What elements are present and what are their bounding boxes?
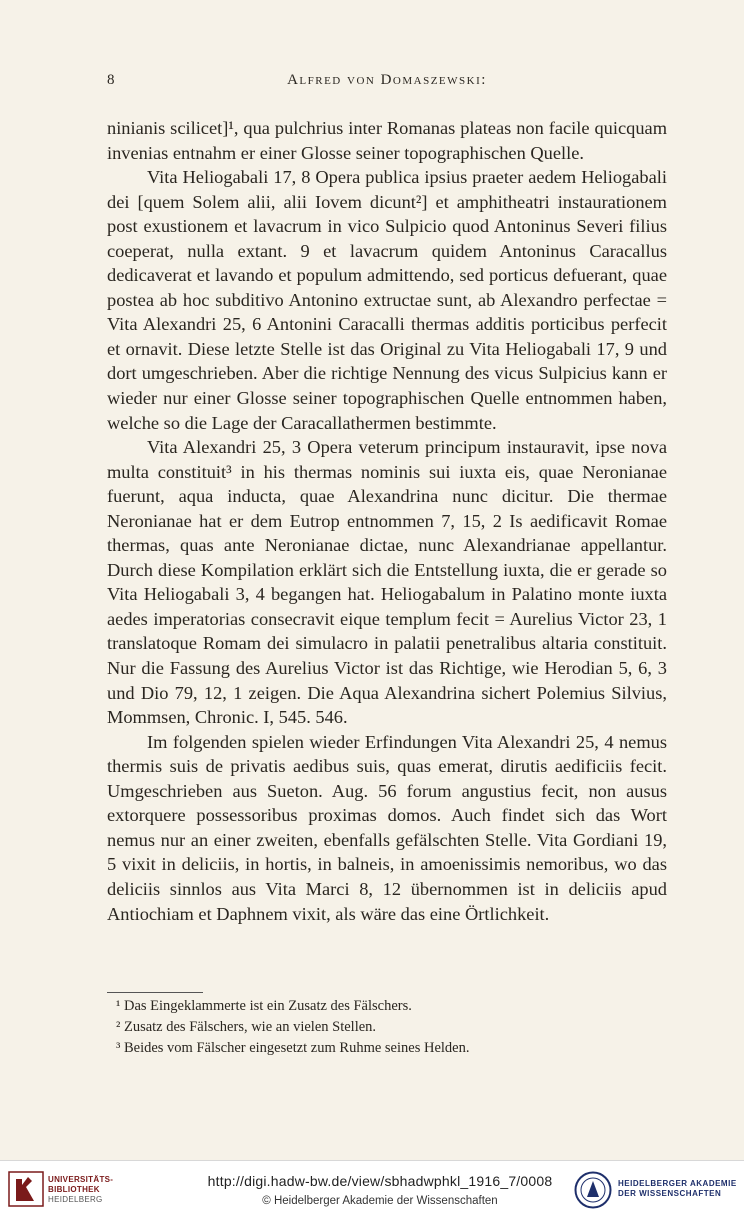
permalink-url[interactable]: http://digi.hadw-bw.de/view/sbhadwphkl_1916_7/0008 [207, 1173, 553, 1189]
footnote-3: ³ Beides vom Fälscher eingesetzt zum Ruhme seines Helden. [116, 1040, 470, 1056]
paragraph-4: Im folgenden spielen wieder Erfindungen Vita Alexandri 25, 4 nemus thermis suis de privatis aedibus suis, quas emerat, dirutis aedificiis fecit. Umgeschrieben aus Sueton. Aug. 56 forum angustius fecit, non ausus extorquere possessoribus proximas domos. Auch findet sich das Wort nemus nur an einer zweiten, ebenfalls gefälschten Stelle. Vita Gordiani 19, 5 vixit in deliciis, in hortis, in balneis, in amoenissimis nemoribus, wo das deliciis sinnlos aus Vita Marci 8, 12 übernommen ist in deliciis apud Antiochiam et Daphnem vixit, als wäre das eine Örtlichkeit. [107, 731, 667, 924]
footnotes [116, 996, 656, 1059]
page-number: 8 [107, 72, 116, 88]
copyright-notice: © Heidelberger Akademie der Wissenschaften [262, 1195, 498, 1207]
library-name: UNIVERSITÄTS- BIBLIOTHEK HEIDELBERG [48, 1175, 114, 1204]
paragraph-2: Vita Heliogabali 17, 8 Opera publica ipsius praeter aedem Heliogabali dei [quem Solem alii, alii Iovem dicunt²] et amphitheatri instaurationem post exustionem et lavacrum in vico Sulpicio quod Antoninus Severi filius coeperat, nulla extant. 9 et lavacrum quidem Antoninus Caracallus dedicaverat et lavando et populum admittendo, sed porticus defuerant, quae postea ab hoc subditivo Antonino extructae sunt, ab Alexandro perfectae = Vita Alexandri 25, 6 Antonini Caracalli thermas additis porticibus perfecit et ornavit. Diese letzte Stelle ist das Original zu Vita Heliogabali 17, 9 und dort umgeschrieben. Aber die richtige Nennung des vicus Sulpicius kann er wieder nur einer Glosse seiner topographischen Quelle entnommen haben, welche so die Lage der Caracallathermen bestimmte. [107, 167, 667, 433]
university-library-logo-icon[interactable] [8, 1171, 44, 1207]
footnote-rule [107, 992, 203, 993]
paragraph-3: Vita Alexandri 25, 3 Opera veterum principum instauravit, ipse nova multa constituit³ in his thermas nominis sui iuxta eis, quae Neronianae fuerunt, aqua inducta, quae Alexandrina nunc dicitur. Die thermae Neronianae hat er dem Eutrop entnommen 7, 15, 2 Is aedificavit Romae thermas, quas ante Neronianae dictae, nunc Alexandrianae appellantur. Durch diese Kompilation erklärt sich die Entstellung iuxta, die er gerade so Vita Heliogabali 3, 4 begangen hat. Heliogabalum in Palatino monte iuxta aedes imperatorias consecravit eique templum fecit = Aurelius Victor 23, 1 translatoque Romam dei simulacro in palatii penetralibus altaria constituit. Nur die Fassung des Aurelius Victor ist das Richtige, wie Herodian 5, 6, 3 und Dio 79, 12, 1 zeigen. Die Aqua Alexandrina sichert Polemius Silvius, Mommsen, Chronic. I, 545. 546. [107, 437, 667, 728]
academy-name: HEIDELBERGER AKADEMIE DER WISSENSCHAFTEN [618, 1179, 737, 1198]
academy-seal-icon[interactable] [574, 1171, 612, 1209]
paragraph-1: ninianis scilicet]¹, qua pulchrius inter Romanas plateas non facile quicquam invenias entnahm er einer Glosse seiner topographischen Quelle. [107, 118, 667, 163]
body-text [107, 116, 667, 926]
footnote-1: ¹ Das Eingeklammerte ist ein Zusatz des Fälschers. [116, 998, 412, 1014]
page-header [107, 72, 667, 94]
running-title: Alfred von Domaszewski: [287, 72, 487, 88]
viewer-footer [0, 1160, 744, 1217]
footnote-2: ² Zusatz des Fälschers, wie an vielen Stellen. [116, 1019, 377, 1035]
